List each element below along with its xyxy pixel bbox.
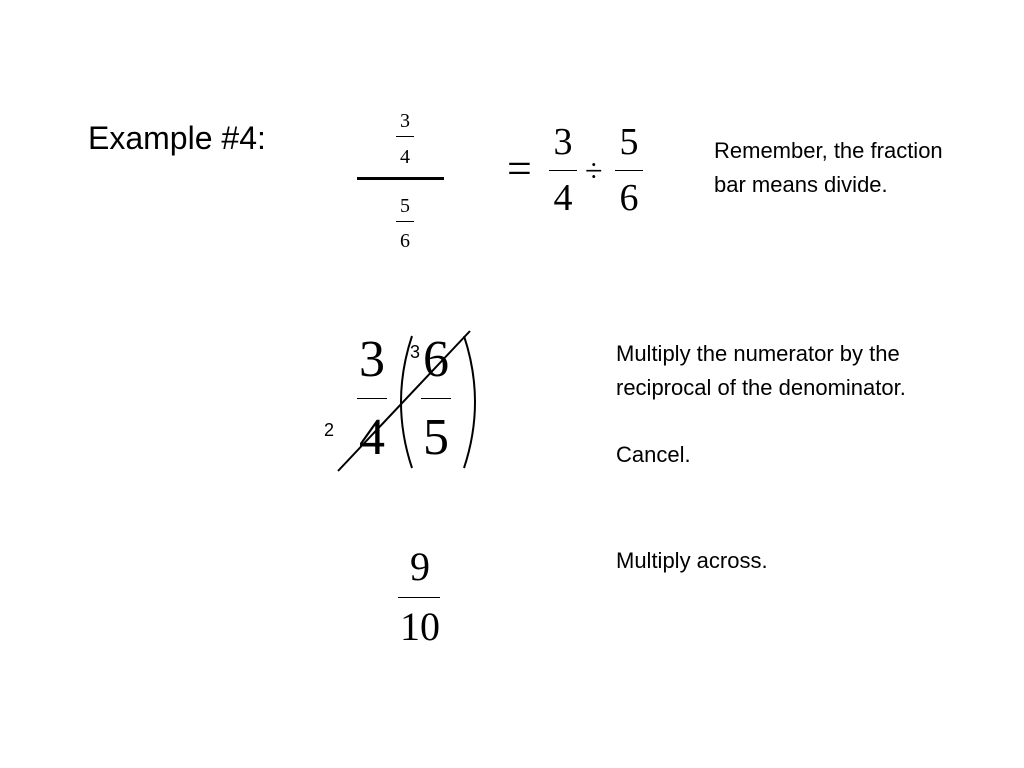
top-denominator: 4 (400, 146, 410, 168)
step-left-denominator: 4 (359, 409, 385, 466)
result-bar (398, 597, 440, 598)
bottom-denominator: 6 (400, 230, 410, 252)
note-2-line-2: reciprocal of the denominator. (616, 375, 906, 400)
cancel-bottom-result: 2 (324, 420, 335, 440)
main-fraction-bar (357, 177, 444, 180)
rewrite-right-numerator: 5 (619, 121, 639, 163)
step-right-denominator: 5 (423, 409, 449, 466)
rewrite-right-denominator: 6 (619, 177, 639, 219)
top-fraction-bar (396, 136, 414, 137)
result-denominator: 10 (400, 604, 440, 649)
result-numerator: 9 (410, 544, 430, 589)
rewrite-left-numerator: 3 (553, 121, 573, 163)
cancel-line (338, 331, 470, 471)
note-multiply-across: Multiply across. (616, 548, 768, 573)
equals-sign: = (507, 144, 532, 193)
divide-sign: ÷ (585, 152, 603, 188)
note-2-line-1: Multiply the numerator by the (616, 341, 900, 366)
note-cancel: Cancel. (616, 442, 691, 467)
top-numerator: 3 (400, 110, 410, 132)
example-title: Example #4: (88, 120, 266, 156)
bottom-numerator: 5 (400, 195, 410, 217)
note-fraction-bar-divide (714, 134, 943, 202)
note-1-line-2: bar means divide. (714, 172, 888, 197)
rewrite-right-bar (615, 170, 643, 171)
step-right-numerator: 6 (423, 331, 449, 388)
rewrite-left-bar (549, 170, 577, 171)
note-multiply-reciprocal (616, 337, 906, 405)
cancel-strike (330, 325, 480, 480)
bottom-fraction-bar (396, 221, 414, 222)
cancel-top-result: 3 (410, 342, 421, 362)
step-left-numerator: 3 (359, 331, 385, 388)
note-1-line-1: Remember, the fraction (714, 138, 943, 163)
rewrite-left-denominator: 4 (553, 177, 573, 219)
